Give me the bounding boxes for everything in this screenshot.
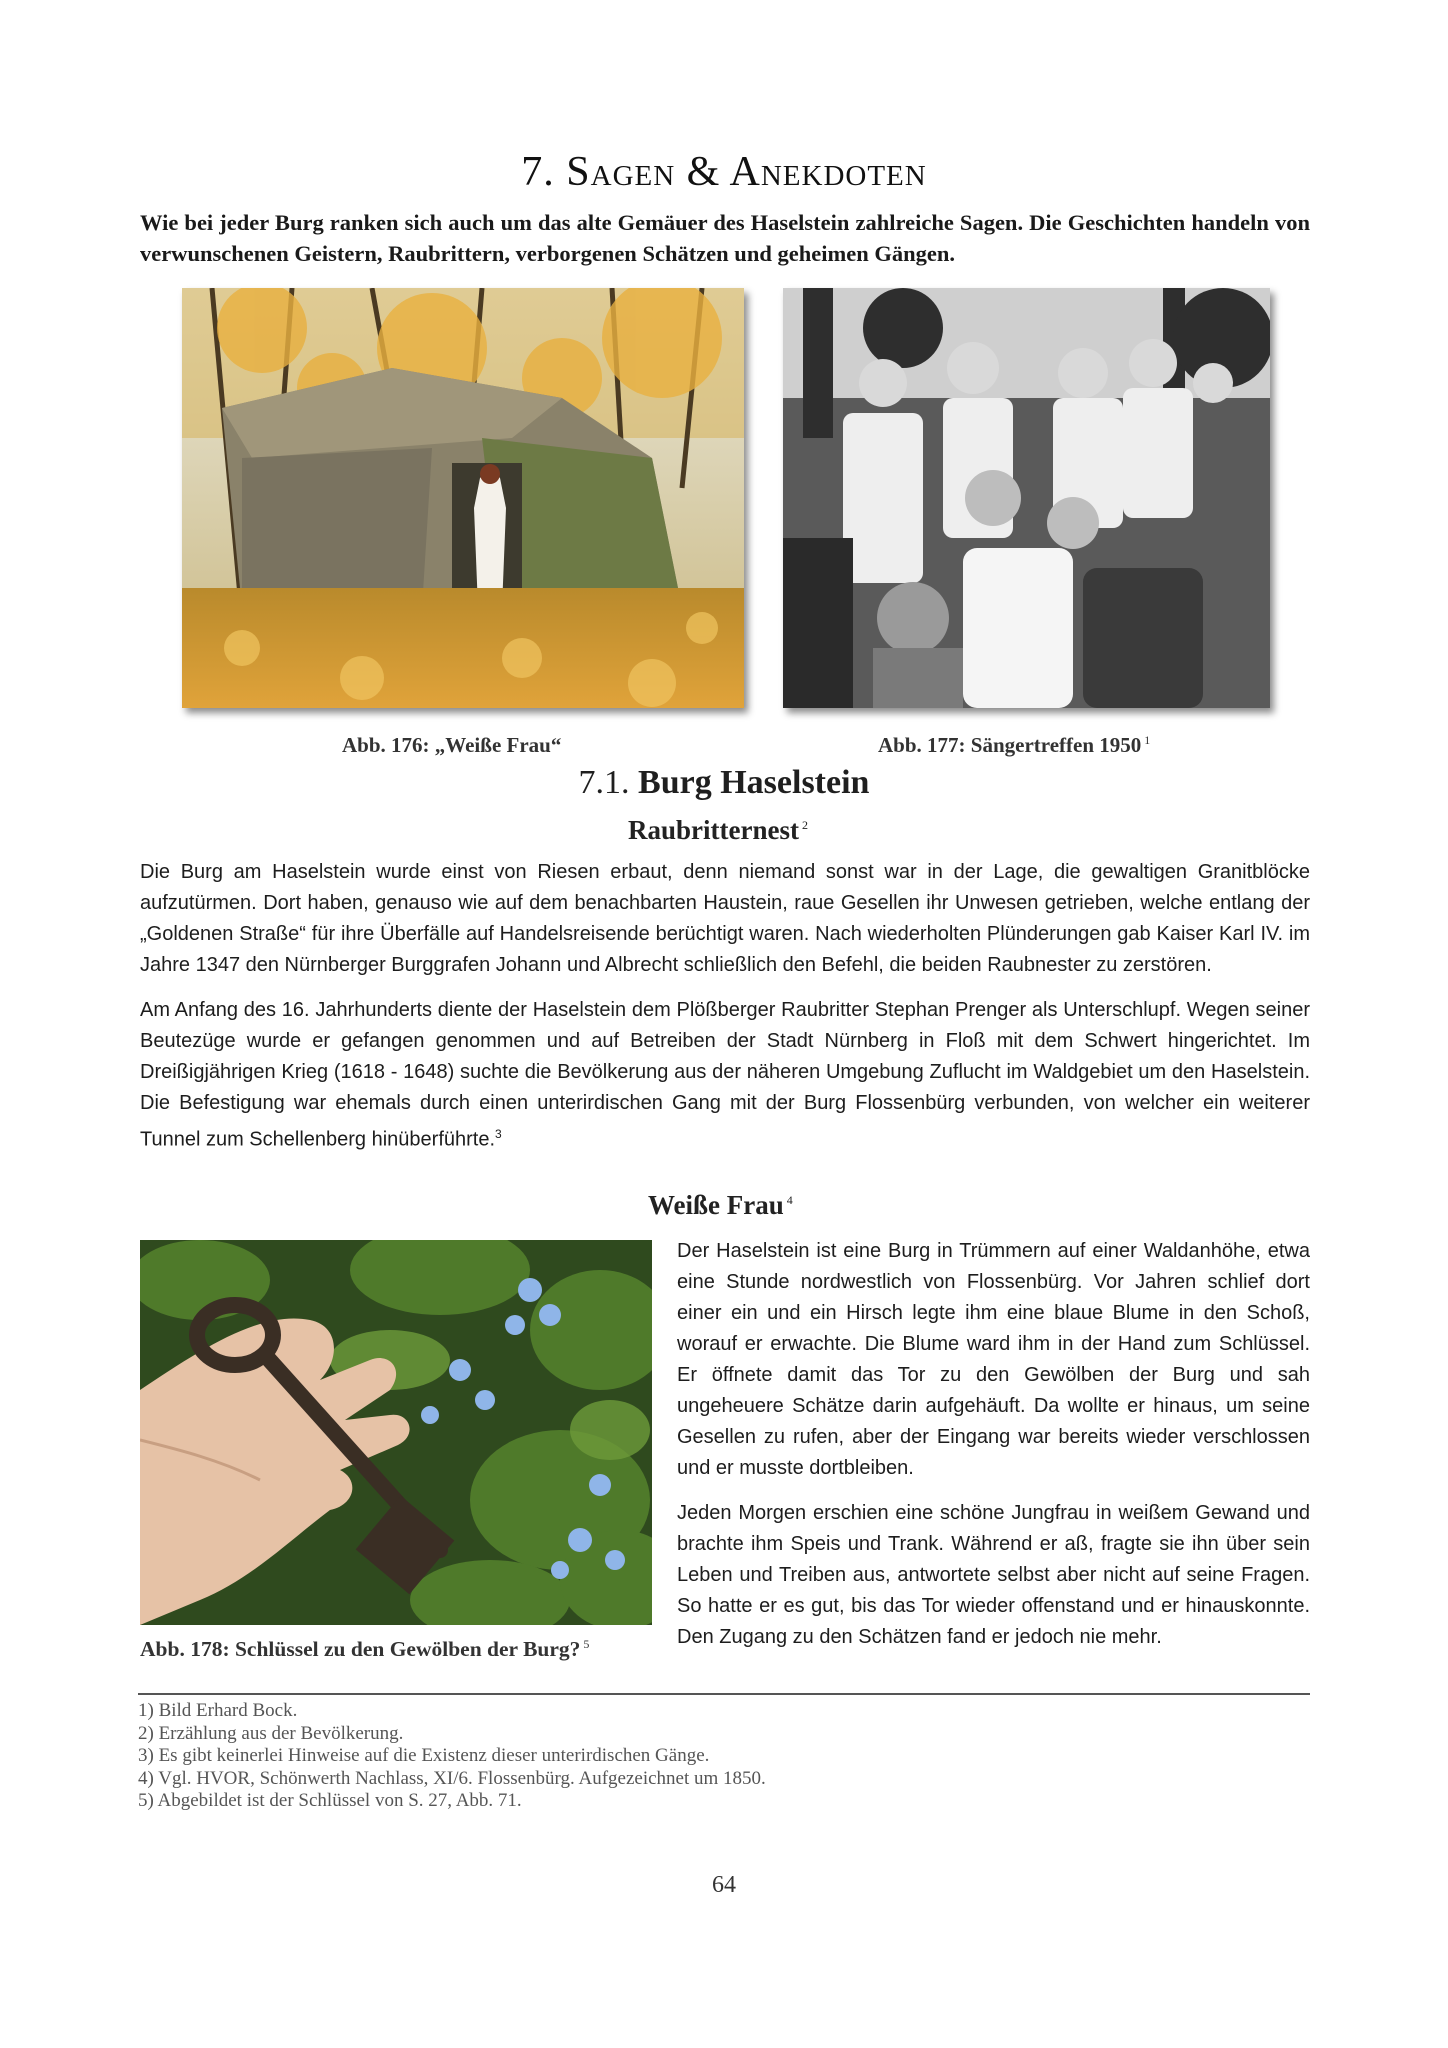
footnote-ref-2: 2 [801, 818, 808, 832]
weisse-frau-paragraph-2: Jeden Morgen erschien eine schöne Jungfrau in weißem Gewand und brachte ihm Speis und Trank. Während er aß, fragte sie ihn über sein Leben und Treiben aus, antwortete selbst aber nicht auf seine Fragen. So hatte er es gut, bis das Tor wieder offenstand und er hinauskonnte. Den Zugang zu den Schätzen fand er jedoch nie mehr. [677, 1502, 1310, 1648]
raubritter-paragraph-2-text: Am Anfang des 16. Jahrhunderts diente der Haselstein dem Plößberger Raubritter Stephan Prenger als Unterschlupf. Wegen seiner Beutezüge wurde er gefangen genommen und auf Betreiben der Stadt Nürnberg in Floß mit dem Schwert hingerichtet. Im Dreißigjährigen Krieg (1618 - 1648) suchte die Bevölkerung aus der näheren Umgebung Zuflucht im Waldgebiet um den Haselstein. Die Befestigung war ehemals durch einen unterirdischen Gang mit der Burg Flossenbürg verbunden, von welcher ein weiterer Tunnel zum Schellenberg hinüberführte. [140, 999, 1310, 1151]
footnotes [138, 1700, 1238, 1813]
chapter-number: 7. [521, 149, 555, 195]
subheading-raubritternest-text: Raubritternest [628, 815, 799, 845]
raubritter-paragraph-1: Die Burg am Haselstein wurde einst von Riesen erbaut, denn niemand sonst war in der Lage, die gewaltigen Granitblöcke aufzutürmen. Dort haben, genauso wie auf dem benachbarten Haustein, raue Gesellen ihr Unwesen getrieben, welche entlang der „Goldenen Straße“ für ihre Überfälle auf Handelsreisende berüchtigt waren. Nach wiederholten Plünderungen gab Kaiser Karl IV. im Jahre 1347 den Nürnberger Burggrafen Johann und Albrecht schließlich den Befehl, die beiden Raubnester zu zerstören. [140, 861, 1310, 976]
footnote-4: 4) Vgl. HVOR, Schönwerth Nachlass, XI/6. Flossenbürg. Aufgezeichnet um 1850. [138, 1767, 766, 1789]
weisse-frau-paragraph-1: Der Haselstein ist eine Burg in Trümmern auf einer Waldanhöhe, etwa eine Stunde nordwestlich von Flossenbürg. Vor Jahren schlief dort einer ein und ein Hirsch legte ihm eine blaue Blume in den Schoß, worauf er erwachte. Die Blume ward ihm in der Hand zum Schlüssel. Er öffnete damit das Tor zu den Gewölben der Burg und sah ungeheuere Schätze darin aufgehäuft. Da wollte er hinaus, um seine Gesellen zu rufen, aber der Eingang war bereits wieder verschlossen und er musste dortbleiben. [677, 1240, 1310, 1479]
footnote-2: 2) Erzählung aus der Bevölkerung. [138, 1722, 404, 1744]
chapter-title-text: Sagen & Anekdoten [566, 149, 927, 195]
footnote-ref-3: 3 [495, 1127, 502, 1141]
figure-caption-176-text: Abb. 176: „Weiße Frau“ [342, 733, 562, 757]
chapter-title [0, 148, 1448, 196]
footnote-3: 3) Es gibt keinerlei Hinweise auf die Existenz dieser unterirdischen Gänge. [138, 1745, 710, 1766]
footnote-ref-5: 5 [583, 1637, 590, 1651]
footnote-5: 5) Abgebildet ist der Schlüssel von S. 27, Abb. 71. [138, 1790, 522, 1811]
photo-saengertreffen [783, 288, 1270, 708]
figure-caption-177 [878, 733, 1150, 758]
figure-caption-176 [342, 733, 561, 758]
footnote-ref-4: 4 [786, 1193, 793, 1207]
section-title [0, 764, 1448, 802]
subheading-raubritternest [628, 815, 808, 846]
figure-caption-178-text: Abb. 178: Schlüssel zu den Gewölben der Burg? [140, 1637, 581, 1662]
section-number: 7.1. [578, 764, 630, 801]
raubritter-paragraph-2 [140, 995, 1310, 1156]
footnote-divider [138, 1693, 1310, 1695]
photo-weisse-frau [182, 288, 744, 708]
raubritter-text [140, 857, 1310, 1170]
footnote-ref-1: 1 [1144, 733, 1151, 747]
subheading-weisse-frau [648, 1190, 793, 1221]
photo-schluessel [140, 1240, 652, 1625]
footnote-1: 1) Bild Erhard Bock. [138, 1700, 298, 1721]
weisse-frau-text [677, 1236, 1310, 1667]
intro-paragraph: Wie bei jeder Burg ranken sich auch um das alte Gemäuer des Haselstein zahlreiche Sagen. Die Geschichten handeln von verwunschenen Geistern, Raubrittern, verborgenen Schätzen und geheimen Gängen. [140, 210, 1310, 266]
section-title-text: Burg Haselstein [638, 764, 870, 801]
figure-caption-178 [140, 1637, 589, 1662]
subheading-weisse-frau-text: Weiße Frau [648, 1190, 784, 1220]
page-number: 64 [712, 1872, 736, 1898]
figure-caption-177-text: Abb. 177: Sängertreffen 1950 [878, 733, 1142, 757]
